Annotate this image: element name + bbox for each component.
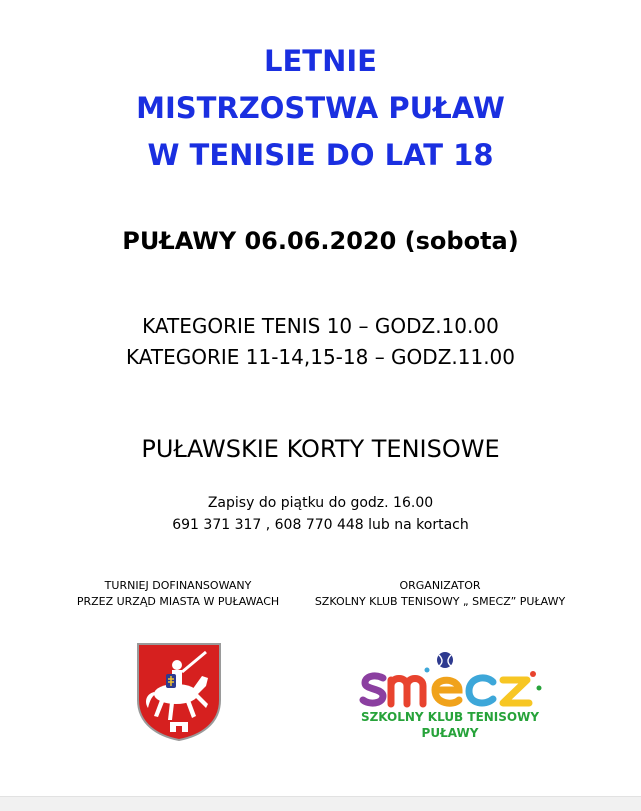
- coat-of-arms-icon: [136, 642, 222, 742]
- smecz-logo: [350, 640, 550, 750]
- signup-deadline: Zapisy do piątku do godz. 16.00: [207, 495, 434, 511]
- smecz-city: PUŁAWY: [421, 726, 479, 740]
- title-line-3: W TENISIE DO LAT 18: [147, 138, 494, 172]
- organizer-line-2: SZKOLNY KLUB TENISOWY „ SMECZ” PUŁAWY: [314, 595, 566, 608]
- venue-name: PUŁAWSKIE KORTY TENISOWE: [141, 435, 500, 463]
- event-date: PUŁAWY 06.06.2020 (sobota): [122, 227, 519, 255]
- category-line-2: KATEGORIE 11-14,15-18 – GODZ.11.00: [125, 345, 516, 369]
- signup-phones: 691 371 317 , 608 770 448 lub na kortach: [172, 517, 469, 533]
- viewer-bottom-bar: [0, 796, 641, 811]
- sponsor-note: [28, 578, 328, 610]
- poster-title: [0, 38, 641, 179]
- category-line-1: KATEGORIE TENIS 10 – GODZ.10.00: [142, 314, 499, 338]
- organizer-note: [290, 578, 590, 610]
- smecz-subtitle: SZKOLNY KLUB TENISOWY: [360, 710, 540, 724]
- organizer-line-1: ORGANIZATOR: [399, 579, 481, 592]
- sponsor-line-1: TURNIEJ DOFINANSOWANY: [104, 579, 252, 592]
- title-line-1: LETNIE: [264, 44, 377, 78]
- title-line-2: MISTRZOSTWA PUŁAW: [136, 91, 505, 125]
- smecz-wordmark-icon: [357, 648, 547, 710]
- sponsor-line-2: PRZEZ URZĄD MIASTA W PUŁAWACH: [76, 595, 280, 608]
- signup-info: [0, 492, 641, 536]
- categories-list: [0, 311, 641, 373]
